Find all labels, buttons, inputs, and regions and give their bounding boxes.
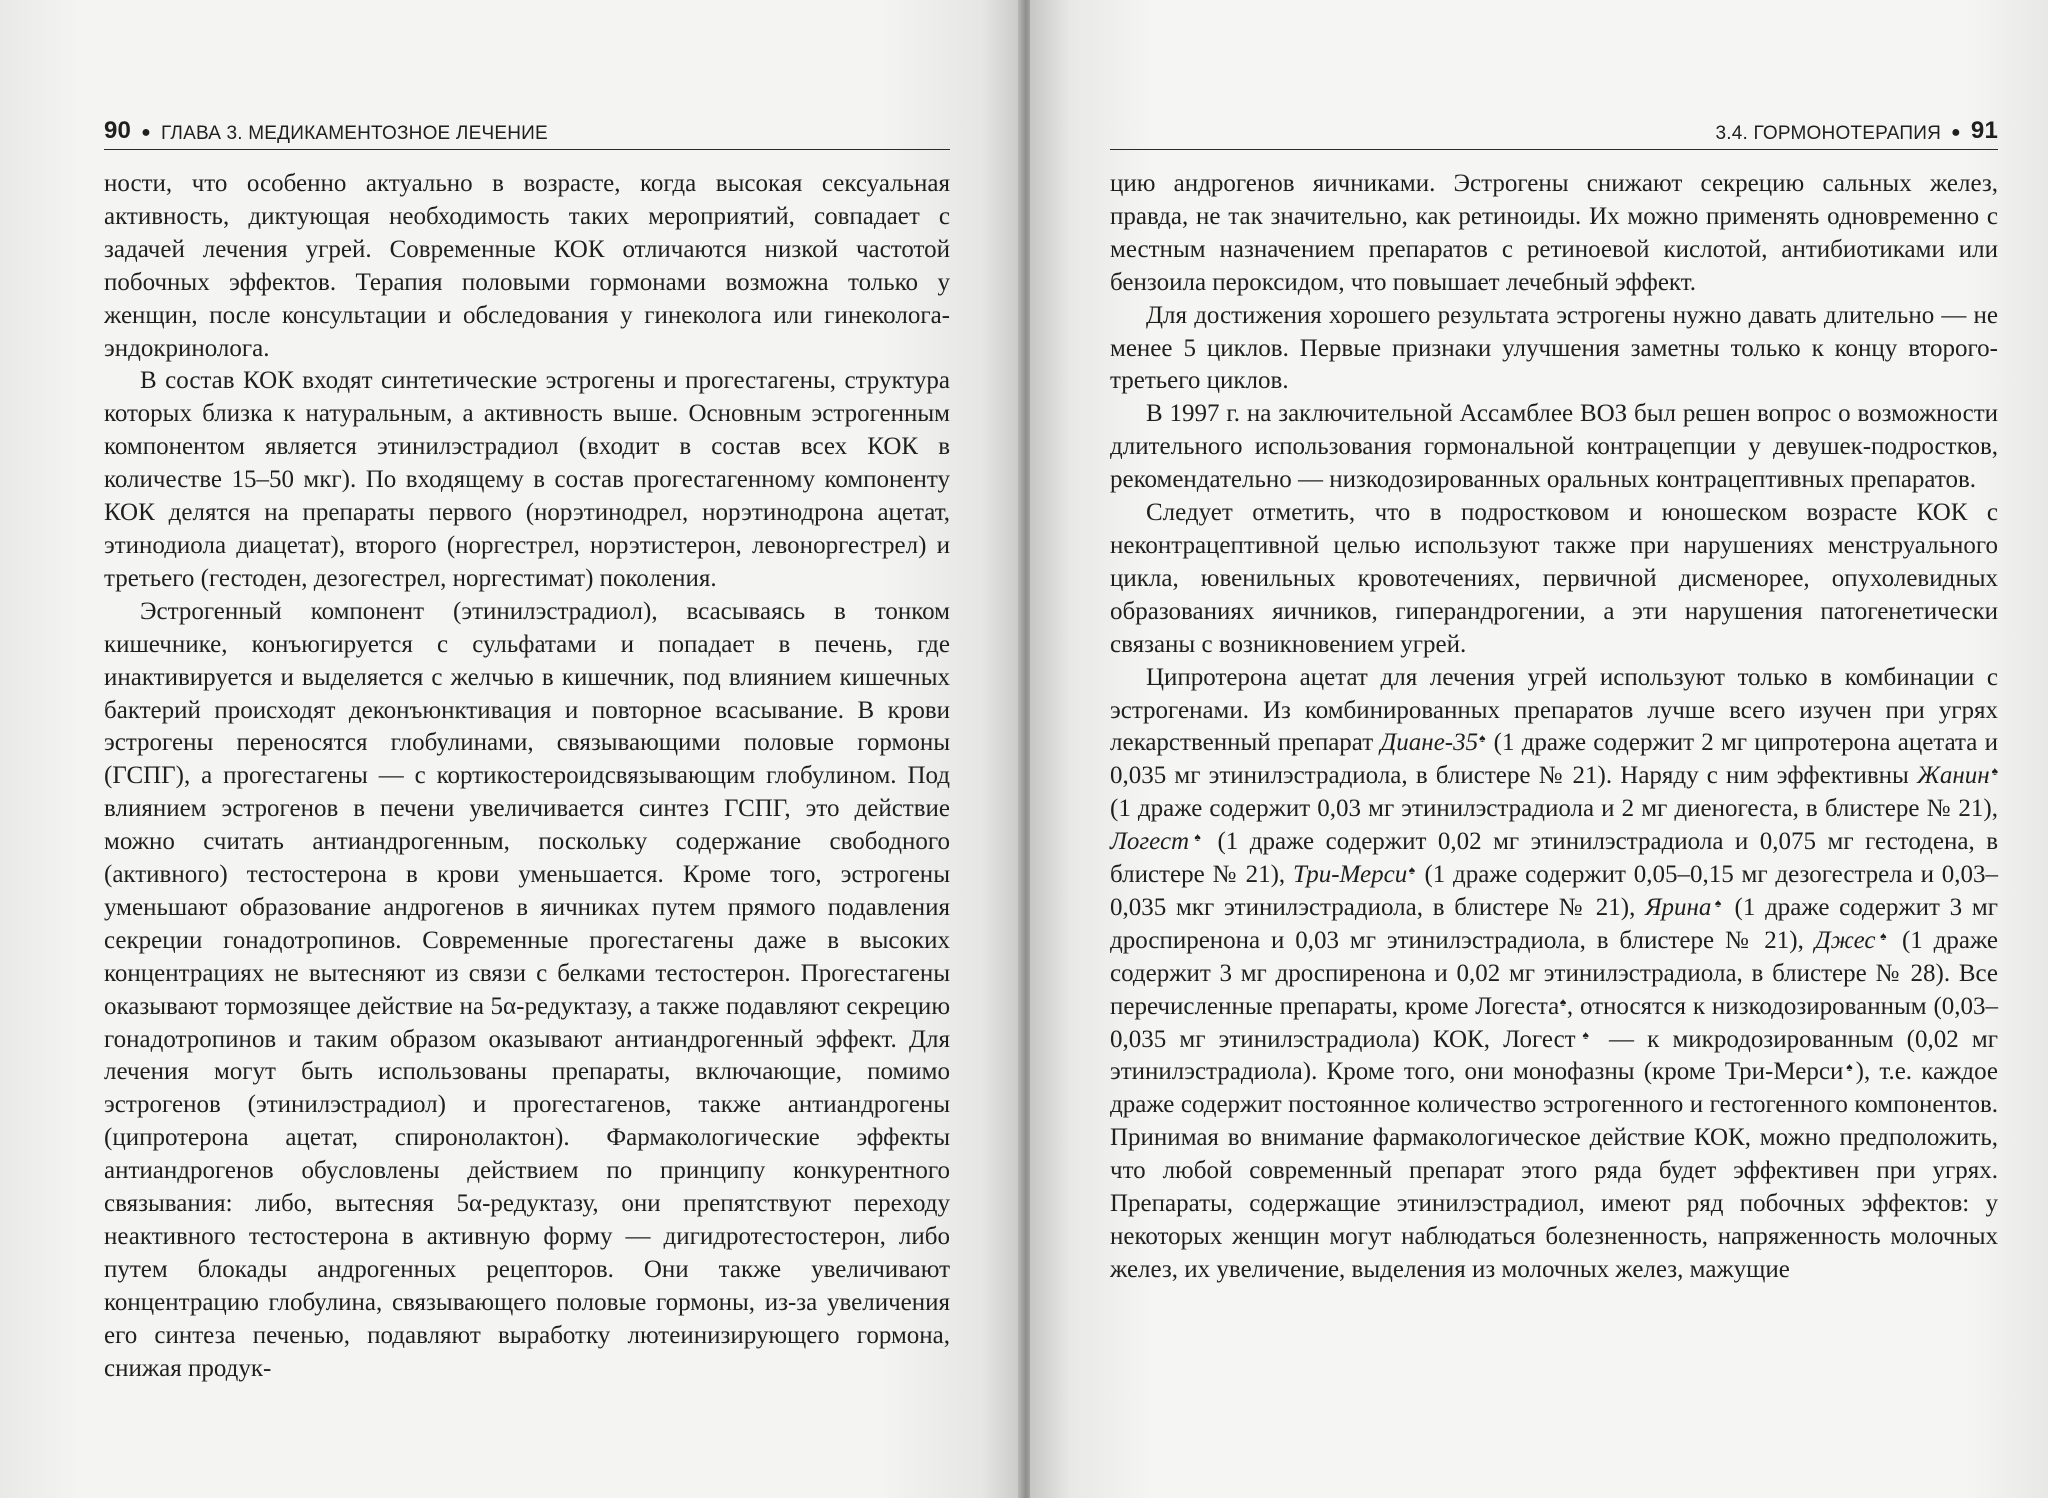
text-run: Ципротерона ацетат для лечения угрей используют только в комбинации с эстрогенами. Из комбинированных препаратов лучше всего изучен при угрях лекарственный препарат	[1110, 663, 1998, 757]
left-page	[0, 0, 1022, 1498]
paragraph: цию андрогенов яичниками. Эстрогены снижают секрецию сальных желез, правда, не так значительно, как ретиноиды. Их можно применять одновременно с местным назначением препаратов с ретиноевой кислотой, антибиотиками или бензоила пероксидом, что повышает лечебный эффект.	[1110, 170, 1998, 296]
paragraph: Для достижения хорошего результата эстрогены нужно давать длительно — не менее 5 циклов. Первые признаки улучшения заметны только к концу второго-третьего циклов.	[1110, 301, 1998, 395]
text-run: (1 драже содержит 3 мг дроспиренона и 0,02 мг этинилэстрадиола, в блистере № 28). Все перечисленные препараты, кроме Логеста	[1110, 926, 1999, 1020]
text-run: — к микродозированным (0,02 мг этинилэстрадиола). Кроме того, они монофазны (кроме Три-Мерси	[1110, 1025, 1998, 1086]
text-run: (1 драже содержит 0,05–0,15 мг дезогестрела и 0,03–0,035 мкг этинилэстрадиола, в блистере № 21),	[1110, 861, 1999, 921]
drug-mark-icon: ♠	[1575, 1027, 1596, 1042]
right-body-text	[1110, 168, 1998, 1287]
right-header-title: 3.4. ГОРМОНОТЕРАПИЯ	[1715, 123, 1942, 144]
drug-mark-icon: ♠	[1559, 994, 1567, 1009]
text-run: (1 драже содержит 0,03 мг этинилэстрадиола и 2 мг диеногеста, в блистере № 21),	[1110, 795, 1998, 823]
drug-mark-icon: ♠	[1407, 863, 1417, 878]
paragraph: Эстрогенный компонент (этинилэстрадиол), всасываясь в тонком кишечнике, конъюгируется с сульфатами и попадает в печень, где инактивируется и выделяется с желчью в кишечник, под влиянием кишечных бактерий происходят деконъюнктивация и повторное всасывание. В крови эстрогены переносятся глобулинами, связывающими половые гормоны (ГСПГ), а прогестагены — с кортикостероидсвязывающим глобулином. Под влиянием эстрогенов в печени увеличивается синтез ГСПГ, это действие можно считать антиандрогенным, поскольку содержание свободного (активного) тестостерона в крови уменьшается. Кроме того, эстрогены уменьшают образование андрогенов в яичниках путем прямого подавления секреции гонадотропинов. Современные прогестагены даже в высоких концентрациях не вытесняют из связи с белками тестостерон. Прогестагены оказывают тормозящее действие на 5α-редуктазу, а также подавляют секрецию гонадотропинов и таким образом оказывают антиандрогенный эффект. Для лечения могут быть использованы препараты, включающие, помимо эстрогенов (этинилэстрадиол) и прогестагенов, также антиандрогены (ципротерона ацетат, спиронолактон). Фармакологические эффекты антиандрогенов обусловлены действием по принципу конкурентного связывания: либо, вытесняя 5α-редуктазу, они препятствуют переходу неактивного тестостерона в активную форму — дигидротестостерон, либо путем блокады андрогенных рецепторов. Они также увеличивают концентрацию глобулина, связывающего половые гормоны, из-за увеличения его синтеза печенью, подавляют выработку лютеинизирующего гормона, снижая продук-	[104, 597, 950, 1382]
paragraph	[1110, 662, 1998, 1287]
left-header-title: ГЛАВА 3. МЕДИКАМЕНТОЗНОЕ ЛЕЧЕНИЕ	[160, 123, 548, 144]
left-page-number: 90	[104, 117, 132, 144]
drug-mark-icon: ♠	[1875, 928, 1892, 943]
text-run: ), т.е. каждое драже содержит постоянное количество эстрогенного и гестогенного компонентов. Принимая во внимание фармакологическое действие КОК, можно предположить, что любой современный препарат этого ряда будет эффективен при угрях. Препараты, содержащие этинилэстрадиол, имеют ряд побочных эффектов: у некоторых женщин могут наблюдаться болезненность, напряженность молочных желез, их увеличение, выделения из молочных желез, мажущие	[1110, 1058, 1998, 1283]
drug-name: Диане-35	[1380, 729, 1479, 757]
drug-mark-icon: ♠	[1189, 830, 1206, 845]
text-run: (1 драже содержит 2 мг ципротерона ацетата и 0,035 мг этинилэстрадиола, в блистере № 21). Наряду с ним эффективны	[1110, 729, 1998, 790]
drug-name: Логест	[1110, 828, 1190, 856]
paragraph: ности, что особенно актуально в возрасте, когда высокая сексуальная активность, диктующая необходимость таких мероприятий, совпадает с задачей лечения угрей. Современные КОК отличаются низкой частотой побочных эффектов. Терапия половыми гормонами возможна только у женщин, после консультации и обследования у гинеколога или гинеколога-эндокринолога.	[104, 170, 950, 362]
left-running-header	[104, 117, 950, 150]
right-page-number: 91	[1970, 117, 1998, 144]
drug-mark-icon: ♠	[1478, 731, 1487, 746]
text-run: (1 драже содержит 3 мг дроспиренона и 0,03 мг этинилэстрадиола, в блистере № 21),	[1110, 893, 1998, 954]
text-run: (1 драже содержит 0,02 мг этинилэстрадиола и 0,075 мг гестодена, в блистере № 21),	[1110, 828, 1999, 889]
drug-name: Жанин	[1917, 762, 1990, 790]
drug-name: Три-Мерси	[1292, 861, 1408, 889]
drug-mark-icon: ♠	[1711, 895, 1725, 910]
text-run: , относятся к низкодозированным (0,03–0,035 мг этинилэстрадиола) КОК, Логест	[1110, 992, 1999, 1053]
paragraph: В 1997 г. на заключительной Ассамблее ВОЗ был решен вопрос о возможности длительного использования гормональной контрацепции у девушек-подростков, рекомендательно — низкодозированных оральных контрацептивных препаратов.	[1110, 400, 1998, 494]
paragraph: В состав КОК входят синтетические эстрогены и прогестагены, структура которых близка к натуральным, а активность выше. Основным эстрогенным компонентом является этинилэстрадиол (входит в состав всех КОК в количестве 15–50 мкг). По входящему в состав прогестагенному компоненту КОК делятся на препараты первого (норэтинодрел, норэтинодрона ацетат, этинодиола диацетат), второго (норгестрел, норэтистерон, левоноргестрел) и третьего (гестоден, дезогестрел, норгестимат) поколения.	[104, 367, 950, 592]
drug-mark-icon: ♠	[1843, 1060, 1856, 1075]
drug-name: Ярина	[1645, 893, 1712, 921]
right-running-header	[1110, 117, 1998, 150]
paragraph: Следует отметить, что в подростковом и юношеском возрасте КОК с неконтрацептивной целью используют также при нарушениях менструального цикла, ювенильных кровотечениях, первичной дисменорее, опухолевидных образованиях яичников, гиперандрогении, а эти нарушения патогенетически связаны с возникновением угрей.	[1110, 499, 1998, 658]
drug-mark-icon: ♠	[1989, 764, 1999, 779]
bullet-icon: ●	[1951, 124, 1961, 141]
bullet-icon: ●	[141, 124, 151, 141]
drug-name: Джес	[1814, 926, 1876, 954]
right-page	[1030, 0, 2048, 1498]
left-body-text	[104, 168, 950, 1386]
